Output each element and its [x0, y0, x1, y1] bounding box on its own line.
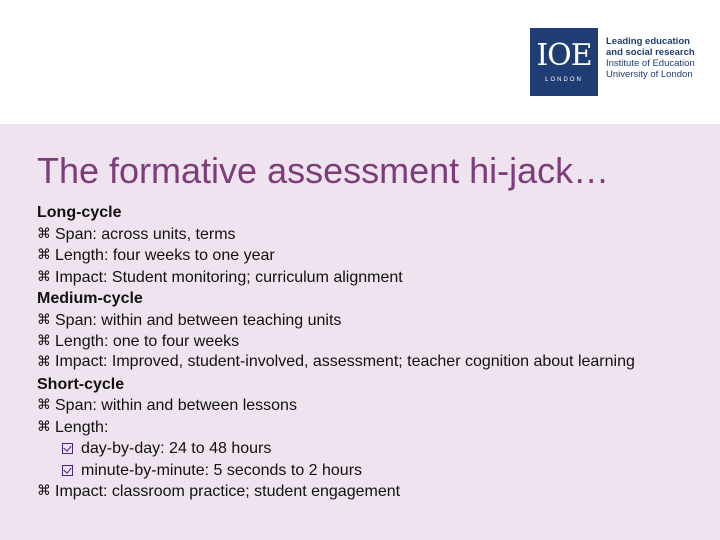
list-item	[37, 331, 687, 353]
checkbox-icon	[62, 465, 73, 476]
short-cycle-minute-by-minute: minute-by-minute: 5 seconds to 2 hours	[81, 461, 363, 479]
command-icon: ⌘	[37, 225, 51, 242]
list-item	[37, 310, 687, 332]
list-item	[37, 245, 687, 267]
command-icon: ⌘	[37, 418, 51, 435]
logo-box	[530, 28, 598, 96]
long-cycle-length: Length: four weeks to one year	[55, 247, 275, 264]
command-icon: ⌘	[37, 247, 51, 263]
logo-city: LONDON	[545, 77, 583, 83]
slide-title: The formative assessment hi-jack…	[37, 150, 610, 191]
list-item	[37, 417, 687, 439]
logo-line-1: Leading education	[606, 36, 690, 47]
header-band	[0, 0, 720, 124]
short-cycle-day-by-day: day-by-day: 24 to 48 hours	[81, 440, 272, 457]
logo-line-4: University of London	[606, 69, 693, 80]
short-cycle-heading: Short-cycle	[37, 375, 125, 393]
command-icon: ⌘	[37, 483, 51, 499]
command-icon: ⌘	[37, 311, 51, 328]
list-item	[37, 224, 687, 246]
short-cycle-length: Length:	[55, 418, 109, 436]
medium-cycle-heading: Medium-cycle	[37, 290, 143, 307]
list-item	[37, 481, 687, 503]
medium-cycle-impact: Impact: Improved, student-involved, assessment; teacher cognition about learning	[55, 352, 635, 370]
medium-cycle-span: Span: within and between teaching units	[55, 311, 342, 329]
short-cycle-impact: Impact: classroom practice; student engagement	[55, 483, 401, 500]
body-list	[37, 202, 687, 503]
list-item	[37, 395, 687, 417]
institution-logo	[530, 28, 695, 96]
list-item	[37, 267, 687, 289]
medium-cycle-length: Length: one to four weeks	[55, 333, 240, 350]
long-cycle-impact: Impact: Student monitoring; curriculum alignment	[55, 268, 403, 286]
command-icon: ⌘	[37, 397, 51, 413]
long-cycle-heading: Long-cycle	[37, 204, 122, 221]
command-icon: ⌘	[37, 268, 51, 285]
long-cycle-span: Span: across units, terms	[55, 225, 236, 243]
list-item	[37, 353, 687, 374]
command-icon: ⌘	[37, 353, 51, 370]
logo-line-3: Institute of Education	[606, 58, 695, 69]
short-cycle-span: Span: within and between lessons	[55, 397, 297, 414]
command-icon: ⌘	[37, 333, 51, 349]
sub-list-item	[37, 438, 687, 460]
sub-list-item	[37, 460, 687, 482]
logo-mark: IOE	[536, 38, 592, 73]
logo-line-2: and social research	[606, 47, 695, 58]
logo-text	[606, 36, 716, 80]
checkbox-icon	[62, 443, 73, 454]
